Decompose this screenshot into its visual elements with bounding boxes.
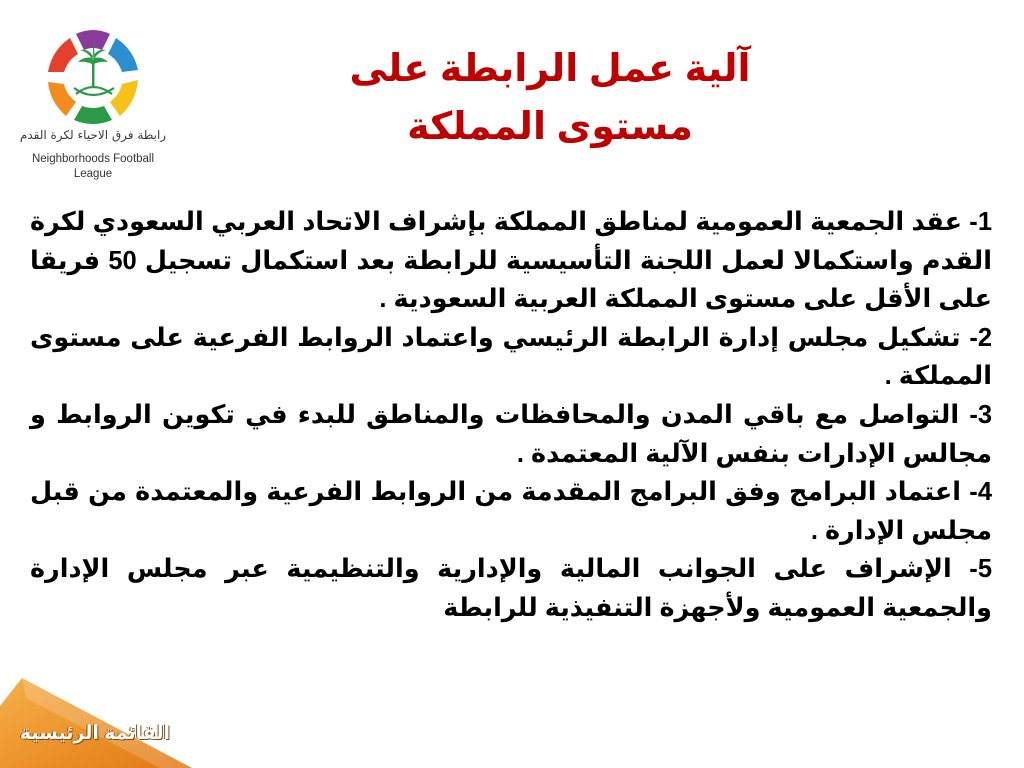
logo-english-name — [18, 152, 168, 182]
logo-arabic-name: رابطة فرق الاحياء لكرة القدم — [19, 128, 167, 142]
item-number: 4 — [977, 478, 992, 507]
item-text: - التواصل مع باقي المدن والمحافظات والمناطق للبدء في تكوين الروابط و مجالس الإدارات بنفس الآلية المعتمدة . — [30, 400, 992, 468]
home-menu-label: القائمة الرئيسية — [19, 723, 170, 744]
home-menu-button[interactable] — [0, 676, 200, 768]
football-logo-icon — [38, 28, 148, 128]
list-item — [30, 319, 992, 396]
item-text: - اعتماد البرامج وفق البرامج المقدمة من الروابط الفرعية والمعتمدة من قبل مجلس الإدارة . — [30, 478, 992, 545]
item-number: 1 — [977, 208, 992, 236]
slide-title — [300, 40, 800, 156]
item-number: 3 — [977, 400, 992, 429]
title-line1: آلية عمل الرابطة على — [349, 48, 751, 90]
logo-english-line2: League — [73, 168, 113, 180]
list-item — [30, 473, 992, 550]
league-logo — [18, 22, 168, 184]
title-line2: مستوى المملكة — [407, 106, 693, 148]
item-text: - عقد الجمعية العمومية لمناطق المملكة بإشراف الاتحاد العربي السعودي لكرة القدم واستكمالا لعمل اللجنة التأسيسية للرابطة بعد استكمال تسجيل 50 فريقا على الأقل على مستوى المملكة العربية السعودية . — [30, 208, 992, 314]
item-number: 5 — [977, 555, 992, 584]
list-item — [30, 550, 992, 627]
steps-list — [30, 203, 992, 628]
item-number: 2 — [977, 323, 992, 352]
list-item — [30, 203, 992, 319]
item-text: - تشكيل مجلس إدارة الرابطة الرئيسي واعتماد الروابط الفرعية على مستوى المملكة . — [30, 323, 992, 391]
logo-english-line1: Neighborhoods Football — [31, 153, 155, 165]
item-text: - الإشراف على الجوانب المالية والإدارية والتنظيمية عبر مجلس الإدارة والجمعية العمومية ولأجهزة التنفيذية للرابطة — [30, 555, 992, 622]
list-item — [30, 396, 992, 473]
